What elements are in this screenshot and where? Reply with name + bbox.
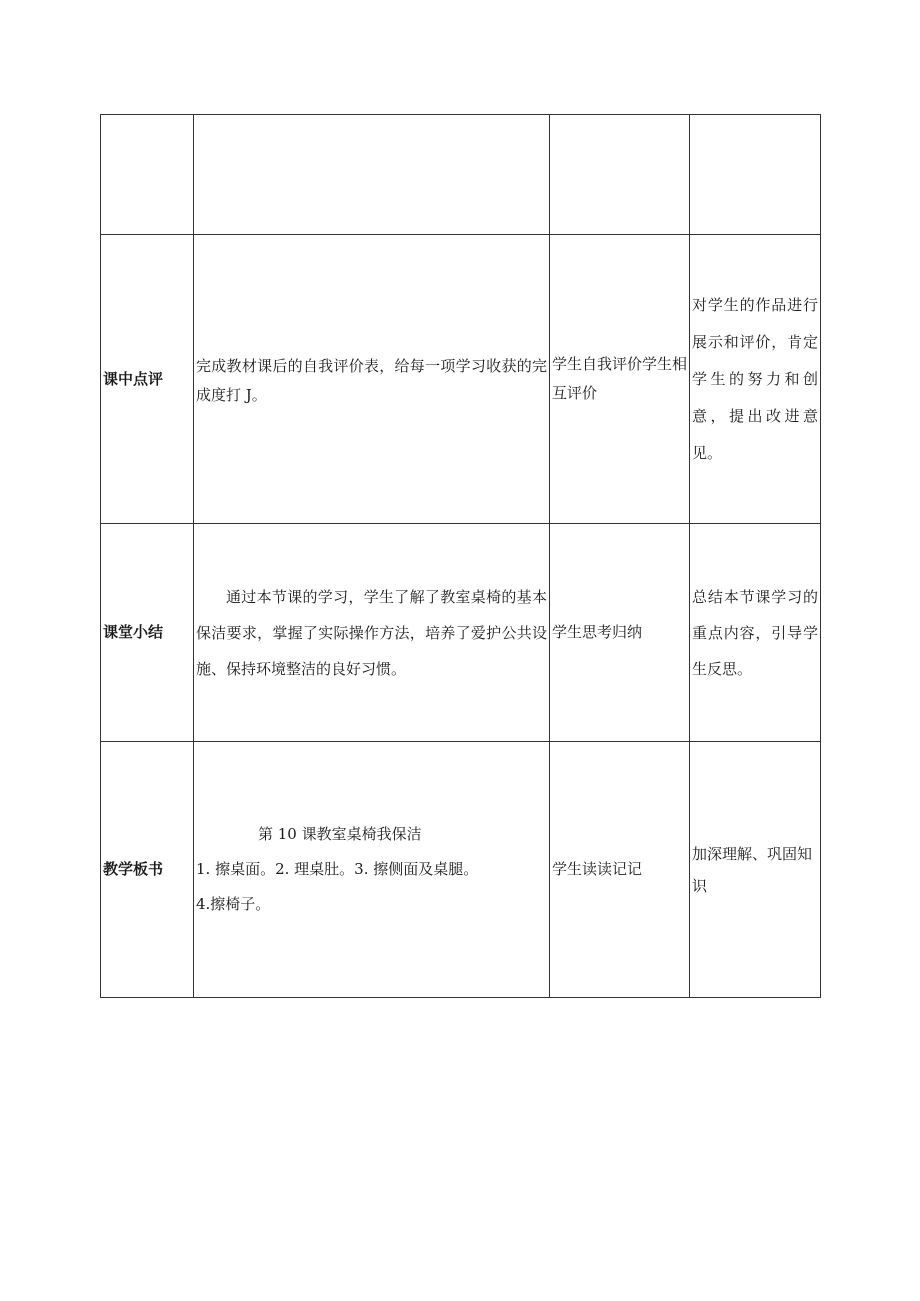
design-intent-cell: [690, 115, 821, 235]
board-line-2: 4.擦椅子。: [196, 895, 271, 913]
table-row-board-writing: [101, 742, 821, 998]
table-row-summary: [101, 524, 821, 742]
design-intent-cell: 对学生的作品进行展示和评价，肯定学生的努力和创意，提出改进意见。: [690, 235, 821, 524]
row-label-cell: 课中点评: [101, 235, 194, 524]
content-cell: [194, 115, 550, 235]
row-label-cell: 课堂小结: [101, 524, 194, 742]
table-row-in-class-review: [101, 235, 821, 524]
row-label-cell: [101, 115, 194, 235]
design-intent-cell: 加深理解、巩固知识: [690, 742, 821, 998]
student-activity-cell: 学生自我评价学生相互评价: [550, 235, 690, 524]
row-label-cell: 教学板书: [101, 742, 194, 998]
student-activity-cell: 学生思考归纳: [550, 524, 690, 742]
content-cell: [194, 742, 550, 998]
design-intent-cell: 总结本节课学习的重点内容，引导学生反思。: [690, 524, 821, 742]
content-cell: 完成教材课后的自我评价表，给每一项学习收获的完成度打 J。: [194, 235, 550, 524]
student-activity-cell: 学生读读记记: [550, 742, 690, 998]
board-line-1: 1. 擦桌面。2. 理桌肚。3. 擦侧面及桌腿。: [196, 860, 479, 878]
lesson-plan-table: [100, 114, 821, 998]
table-row-empty: [101, 115, 821, 235]
content-cell: 通过本节课的学习，学生了解了教室桌椅的基本保洁要求，掌握了实际操作方法，培养了爱护公共设施、保持环境整洁的良好习惯。: [194, 524, 550, 742]
board-title: 第 10 课教室桌椅我保洁: [258, 825, 422, 843]
student-activity-cell: [550, 115, 690, 235]
